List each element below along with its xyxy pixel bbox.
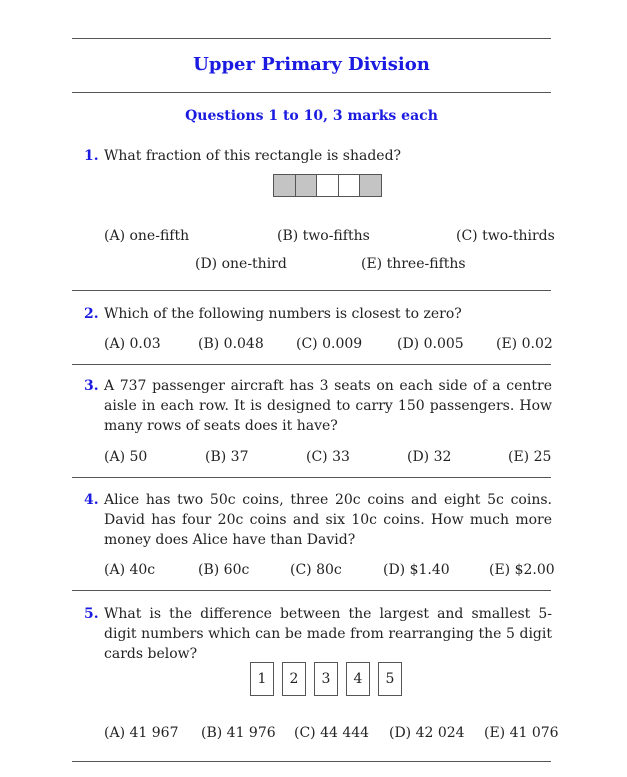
- question-text: What fraction of this rectangle is shaded?: [104, 148, 402, 164]
- option-c[interactable]: (C) 33: [306, 449, 350, 465]
- question-2: [84, 304, 552, 324]
- divider: [72, 92, 551, 93]
- shaded-rectangle: [273, 174, 382, 197]
- option-e[interactable]: (E) $2.00: [489, 562, 555, 578]
- option-e[interactable]: (E) 25: [508, 449, 552, 465]
- option-d[interactable]: (D) $1.40: [383, 562, 450, 578]
- option-d[interactable]: (D) 0.005: [397, 336, 464, 352]
- question-number: 1.: [84, 148, 99, 164]
- option-e[interactable]: (E) three-fifths: [361, 256, 466, 272]
- question-text: Alice has two 50c coins, three 20c coins and eight 5c coins. David has four 20c coins and six 10c coins. How much more money does Alice have than David?: [104, 492, 552, 548]
- divider: [72, 761, 551, 762]
- rect-cell-unshaded: [317, 175, 339, 196]
- rect-cell-shaded: [360, 175, 381, 196]
- option-c[interactable]: (C) two-thirds: [456, 228, 555, 244]
- option-b[interactable]: (B) two-fifths: [277, 228, 370, 244]
- divider: [72, 590, 551, 591]
- digit-card-3: 3: [314, 662, 338, 696]
- rect-cell-unshaded: [339, 175, 361, 196]
- option-b[interactable]: (B) 60c: [198, 562, 250, 578]
- option-a[interactable]: (A) one-fifth: [104, 228, 190, 244]
- divider: [72, 364, 551, 365]
- option-b[interactable]: (B) 37: [205, 449, 249, 465]
- division-title: Upper Primary Division: [193, 54, 430, 75]
- question-1: [84, 146, 552, 166]
- option-b[interactable]: (B) 41 976: [201, 725, 276, 741]
- option-d[interactable]: (D) one-third: [195, 256, 287, 272]
- option-c[interactable]: (C) 80c: [290, 562, 342, 578]
- option-e[interactable]: (E) 0.02: [496, 336, 553, 352]
- divider: [72, 38, 551, 39]
- question-3: [84, 376, 552, 436]
- question-5: [84, 604, 552, 664]
- question-number: 5.: [84, 606, 99, 622]
- question-text: A 737 passenger aircraft has 3 seats on each side of a centre aisle in each row. It is designed to carry 150 passengers. How many rows of seats does it have?: [104, 378, 552, 434]
- digit-card-1: 1: [250, 662, 274, 696]
- option-d[interactable]: (D) 32: [407, 449, 452, 465]
- digit-card-2: 2: [282, 662, 306, 696]
- question-number: 4.: [84, 492, 99, 508]
- option-d[interactable]: (D) 42 024: [389, 725, 465, 741]
- option-e[interactable]: (E) 41 076: [484, 725, 559, 741]
- option-a[interactable]: (A) 40c: [104, 562, 156, 578]
- question-number: 2.: [84, 306, 99, 322]
- section-subtitle: Questions 1 to 10, 3 marks each: [185, 108, 438, 124]
- option-a[interactable]: (A) 50: [104, 449, 148, 465]
- option-c[interactable]: (C) 44 444: [294, 725, 370, 741]
- question-text: Which of the following numbers is closest to zero?: [104, 306, 462, 322]
- question-4: [84, 490, 552, 550]
- option-a[interactable]: (A) 0.03: [104, 336, 161, 352]
- question-number: 3.: [84, 378, 99, 394]
- divider: [72, 477, 551, 478]
- rect-cell-shaded: [274, 175, 296, 196]
- option-b[interactable]: (B) 0.048: [198, 336, 264, 352]
- digit-card-4: 4: [346, 662, 370, 696]
- question-text: What is the difference between the largest and smallest 5-digit numbers which can be made from rearranging the 5 digit cards below?: [104, 606, 552, 662]
- option-c[interactable]: (C) 0.009: [296, 336, 363, 352]
- divider: [72, 290, 551, 291]
- option-a[interactable]: (A) 41 967: [104, 725, 179, 741]
- digit-card-5: 5: [378, 662, 402, 696]
- rect-cell-shaded: [296, 175, 318, 196]
